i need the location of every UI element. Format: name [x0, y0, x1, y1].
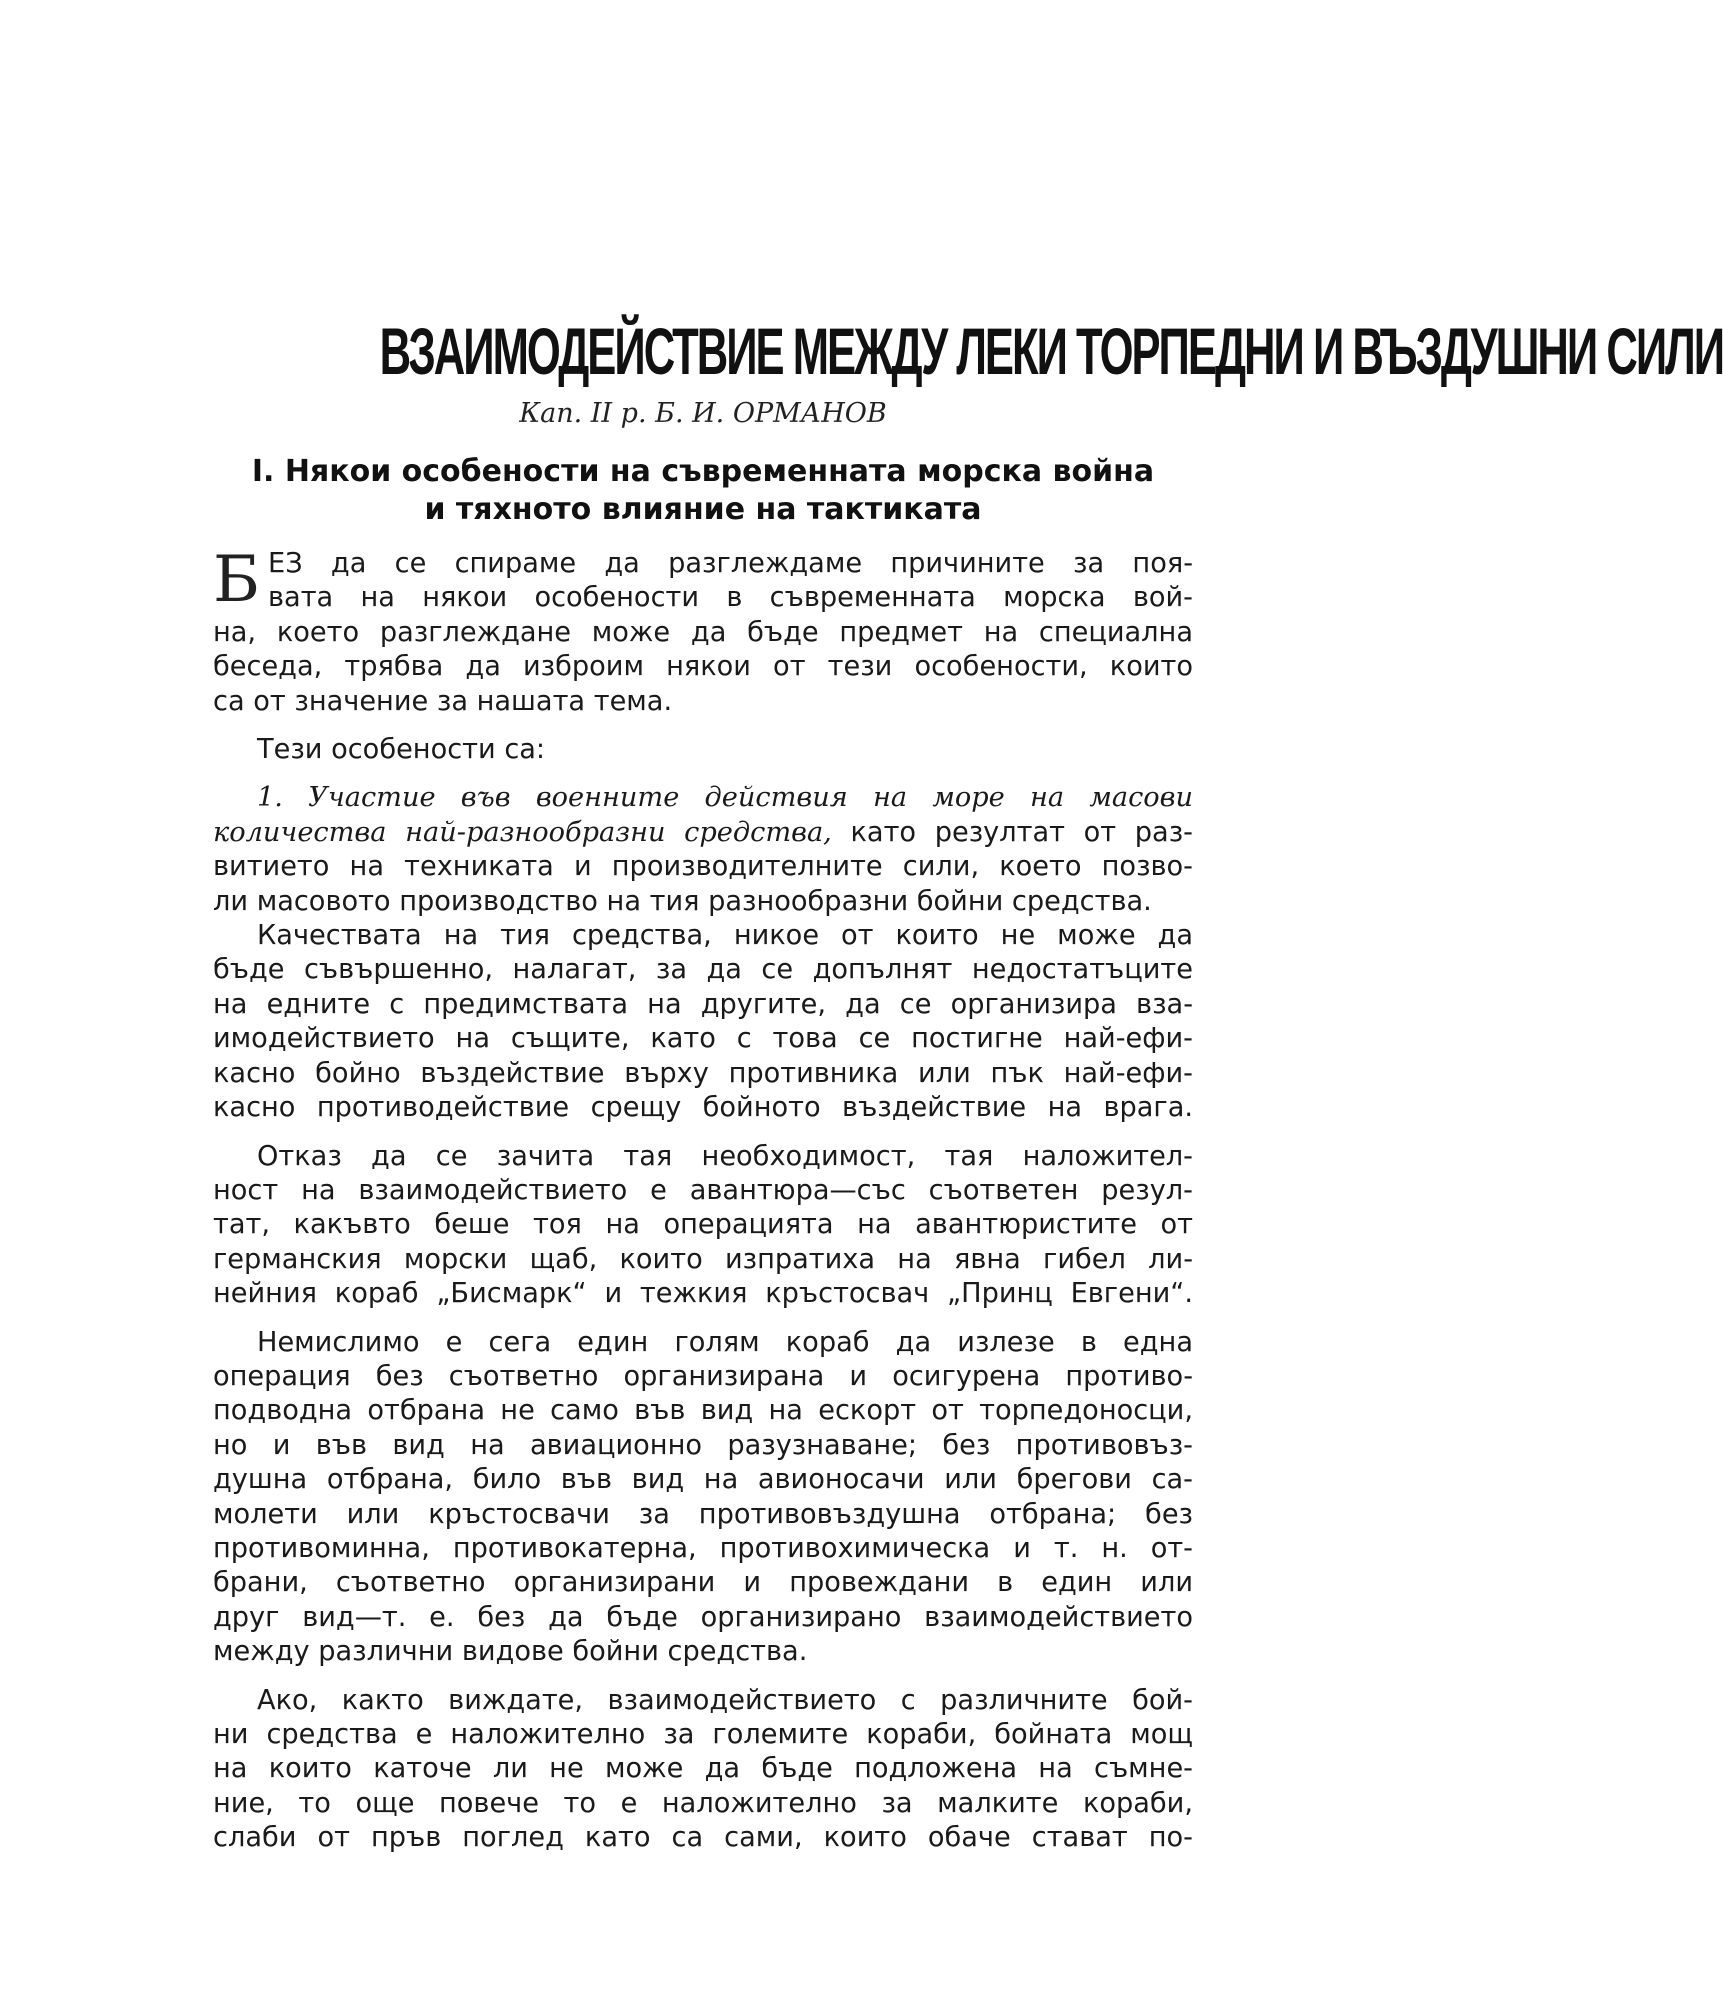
- text-line: подводна отбрана не само във вид на ескорт от торпедоносци,: [213, 1395, 1193, 1427]
- text-line-italic: 1. Участие във военните действия на море на масови: [257, 782, 1193, 814]
- text-line: нейния кораб „Бисмарк“ и тежкия кръстосвач „Принц Евгени“.: [213, 1278, 1193, 1310]
- paragraph-3: [213, 781, 1193, 919]
- text-line: вата на някои особености в съвременната морска вой-: [268, 582, 1193, 614]
- text-line: ни средства е наложително за големите кораби, бойната мощ: [213, 1719, 1193, 1750]
- paragraph-4: [213, 919, 1193, 1125]
- text-line: на, което разглеждане може да бъде предмет на специална: [213, 616, 1193, 648]
- text-line: [213, 816, 1193, 850]
- text-line: ние, то още повече то е наложително за малките кораби,: [213, 1787, 1193, 1819]
- text-line: Ако, както виждате, взаимодействието с различните бой-: [257, 1684, 1193, 1716]
- text-line: Качествата на тия средства, никое от които не може да: [257, 920, 1193, 952]
- text-line: касно бойно въздействие върху противника или пък най-ефи-: [213, 1057, 1193, 1089]
- text-line: но и във вид на авиационно разузнаване; без противовъз-: [213, 1429, 1193, 1461]
- text-run: като резултат от раз-: [831, 816, 1193, 848]
- article-author: Кап. II р. Б. И. ОРМАНОВ: [519, 398, 887, 429]
- text-line: брани, съответно организирани и провеждани в един или: [213, 1567, 1193, 1599]
- text-line: между различни видове бойни средства.: [213, 1636, 808, 1668]
- text-line: Отказ да се зачита тая необходимост, тая наложител-: [257, 1140, 1193, 1172]
- article: [213, 305, 1723, 1856]
- paragraph-1: [213, 543, 1193, 719]
- text-line: бъде съвършенно, налагат, за да се допълнят недостатъците: [213, 954, 1193, 986]
- paragraph-2: [213, 733, 1193, 767]
- text-line: Тези особености са:: [257, 734, 546, 766]
- article-title: ВЗАИМОДЕЙСТВИЕ МЕЖДУ ЛЕКИ ТОРПЕДНИ И ВЪЗДУШНИ СИЛИ: [379, 314, 1723, 388]
- text-line: имодействието на същите, като с това се постигне най-ефи-: [213, 1023, 1193, 1055]
- text-line: Немислимо е сега един голям кораб да излезе в една: [257, 1326, 1193, 1358]
- paragraph-6: [213, 1326, 1193, 1670]
- italic-phrase: количества най-разнообразни средства,: [213, 816, 832, 848]
- paragraph-5: [213, 1140, 1193, 1312]
- section-heading-line-2: и тяхното влияние на тактиката: [424, 492, 982, 527]
- text-line: слаби от пръв поглед като са сами, които обаче стават по-: [213, 1822, 1193, 1854]
- text-line: операция без съответно организирана и осигурена противо-: [213, 1360, 1193, 1392]
- text-line: душна отбрана, било във вид на авионосачи или брегови са-: [213, 1464, 1193, 1496]
- text-line: ЕЗ да се спираме да разглеждаме причините за поя-: [268, 548, 1193, 579]
- text-line: ли масовото производство на тия разнообразни бойни средства.: [213, 885, 1152, 917]
- text-line: германския морски щаб, които изпратиха на явна гибел ли-: [213, 1243, 1193, 1275]
- text-line: на които каточе ли не може да бъде подложена на съмне-: [213, 1753, 1193, 1785]
- paragraph-7: [213, 1684, 1193, 1856]
- section-heading: [213, 453, 1193, 529]
- text-line: друг вид—т. е. без да бъде организирано взаимодействието: [213, 1601, 1193, 1633]
- section-heading-line-1: I. Някои особености на съвременната морска война: [251, 454, 1155, 489]
- text-line: витието на техниката и производителните сили, което позво-: [213, 851, 1193, 883]
- drop-cap: Б: [213, 543, 261, 617]
- text-line: на едните с предимствата на другите, да се организира вза-: [213, 988, 1193, 1020]
- article-body: [213, 543, 1193, 1856]
- text-line: беседа, трябва да изброим някои от тези особености, които: [213, 651, 1193, 683]
- text-line: ност на взаимодействието е авантюра—със съответен резул-: [213, 1174, 1193, 1206]
- text-line: молети или кръстосвачи за противовъздушна отбрана; без: [213, 1498, 1193, 1530]
- text-line: касно противодействие срещу бойното въздействие на врага.: [213, 1092, 1193, 1124]
- text-line: противоминна, противокатерна, противохимическа и т. н. от-: [213, 1532, 1193, 1564]
- text-line: тат, какъвто беше тоя на операцията на авантюристите от: [213, 1209, 1193, 1241]
- text-line: са от значение за нашата тема.: [213, 685, 673, 717]
